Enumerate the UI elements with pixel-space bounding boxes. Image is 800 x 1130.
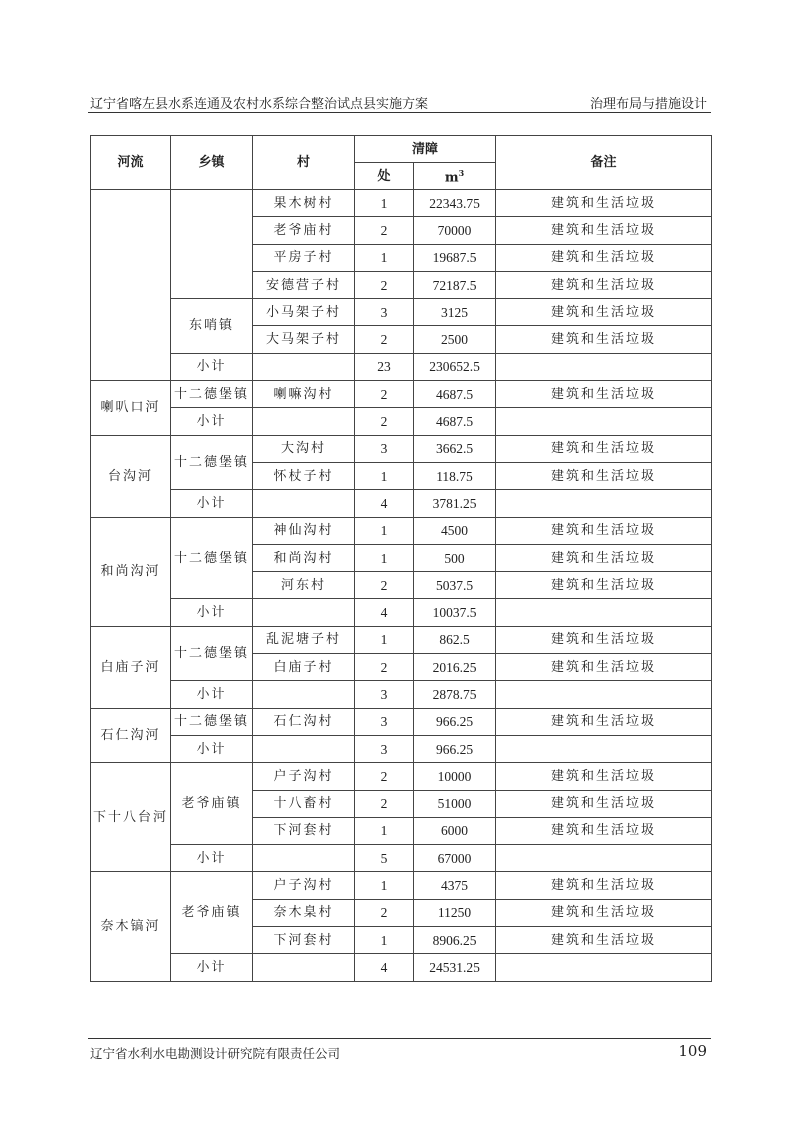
subtotal-label: 小计 [171, 845, 253, 872]
subtotal-count: 23 [355, 353, 414, 380]
note-cell: 建筑和生活垃圾 [496, 217, 712, 244]
table-row [91, 872, 712, 899]
volume-cell: 2500 [414, 326, 496, 353]
village-cell: 奈木臬村 [253, 899, 355, 926]
volume-cell: 3662.5 [414, 435, 496, 462]
village-cell: 喇嘛沟村 [253, 381, 355, 408]
subtotal-row [91, 408, 712, 435]
table-row [91, 763, 712, 790]
village-cell: 果木树村 [253, 190, 355, 217]
subtotal-row [91, 681, 712, 708]
count-cell: 2 [355, 654, 414, 681]
page-number: 109 [678, 1042, 707, 1060]
subtotal-village-blank [253, 408, 355, 435]
volume-cell: 72187.5 [414, 271, 496, 298]
note-cell: 建筑和生活垃圾 [496, 817, 712, 844]
volume-cell: 862.5 [414, 626, 496, 653]
subtotal-volume: 230652.5 [414, 353, 496, 380]
subtotal-note-blank [496, 845, 712, 872]
subtotal-row [91, 735, 712, 762]
village-cell: 安德营子村 [253, 271, 355, 298]
note-cell: 建筑和生活垃圾 [496, 190, 712, 217]
subtotal-count: 3 [355, 681, 414, 708]
subtotal-count: 5 [355, 845, 414, 872]
clearance-table [90, 135, 712, 982]
note-cell: 建筑和生活垃圾 [496, 790, 712, 817]
subtotal-row [91, 845, 712, 872]
town-cell: 老爷庙镇 [171, 872, 253, 954]
table-row [91, 626, 712, 653]
count-cell: 2 [355, 899, 414, 926]
count-cell: 1 [355, 817, 414, 844]
subtotal-row [91, 353, 712, 380]
count-cell: 1 [355, 462, 414, 489]
river-cell: 白庙子河 [91, 626, 171, 708]
village-cell: 石仁沟村 [253, 708, 355, 735]
village-cell: 户子沟村 [253, 763, 355, 790]
river-cell: 台沟河 [91, 435, 171, 517]
river-cell: 喇叭口河 [91, 381, 171, 436]
subtotal-count: 2 [355, 408, 414, 435]
count-cell: 1 [355, 626, 414, 653]
subtotal-label: 小计 [171, 681, 253, 708]
count-cell: 2 [355, 790, 414, 817]
subtotal-volume: 67000 [414, 845, 496, 872]
col-town: 乡镇 [171, 136, 253, 190]
note-cell: 建筑和生活垃圾 [496, 654, 712, 681]
footer-company: 辽宁省水利水电勘测设计研究院有限责任公司 [90, 1046, 341, 1061]
subtotal-count: 4 [355, 954, 414, 981]
village-cell: 怀杖子村 [253, 462, 355, 489]
subtotal-village-blank [253, 681, 355, 708]
village-cell: 乱泥塘子村 [253, 626, 355, 653]
col-note: 备注 [496, 136, 712, 190]
header-section: 治理布局与措施设计 [589, 97, 707, 112]
village-cell: 下河套村 [253, 817, 355, 844]
count-cell: 1 [355, 927, 414, 954]
village-cell: 白庙子村 [253, 654, 355, 681]
note-cell: 建筑和生活垃圾 [496, 872, 712, 899]
subtotal-village-blank [253, 490, 355, 517]
volume-unit: m [444, 170, 459, 186]
subtotal-volume: 10037.5 [414, 599, 496, 626]
note-cell: 建筑和生活垃圾 [496, 572, 712, 599]
count-cell: 2 [355, 271, 414, 298]
header-title: 辽宁省喀左县水系连通及农村水系综合整治试点县实施方案 [90, 97, 429, 112]
town-cell: 十二德堡镇 [171, 626, 253, 681]
river-cell: 石仁沟河 [91, 708, 171, 763]
note-cell: 建筑和生活垃圾 [496, 626, 712, 653]
subtotal-label: 小计 [171, 490, 253, 517]
volume-cell: 4375 [414, 872, 496, 899]
count-cell: 2 [355, 217, 414, 244]
count-cell: 3 [355, 708, 414, 735]
note-cell: 建筑和生活垃圾 [496, 544, 712, 571]
volume-cell: 8906.25 [414, 927, 496, 954]
count-cell: 3 [355, 435, 414, 462]
volume-cell: 500 [414, 544, 496, 571]
volume-cell: 19687.5 [414, 244, 496, 271]
volume-cell: 10000 [414, 763, 496, 790]
village-cell: 大沟村 [253, 435, 355, 462]
town-cell [171, 190, 253, 299]
note-cell: 建筑和生活垃圾 [496, 381, 712, 408]
town-cell: 十二德堡镇 [171, 517, 253, 599]
volume-cell: 966.25 [414, 708, 496, 735]
note-cell: 建筑和生活垃圾 [496, 517, 712, 544]
count-cell: 1 [355, 544, 414, 571]
subtotal-count: 3 [355, 735, 414, 762]
subtotal-count: 4 [355, 490, 414, 517]
village-cell: 户子沟村 [253, 872, 355, 899]
volume-cell: 5037.5 [414, 572, 496, 599]
subtotal-volume: 3781.25 [414, 490, 496, 517]
volume-cell: 4687.5 [414, 381, 496, 408]
river-cell: 下十八台河 [91, 763, 171, 872]
subtotal-village-blank [253, 954, 355, 981]
village-cell: 十八畜村 [253, 790, 355, 817]
town-cell: 十二德堡镇 [171, 435, 253, 490]
note-cell: 建筑和生活垃圾 [496, 708, 712, 735]
volume-cell: 4500 [414, 517, 496, 544]
subtotal-note-blank [496, 408, 712, 435]
volume-cell: 22343.75 [414, 190, 496, 217]
village-cell: 大马架子村 [253, 326, 355, 353]
river-cell: 奈木镐河 [91, 872, 171, 981]
subtotal-volume: 24531.25 [414, 954, 496, 981]
col-count: 处 [355, 163, 414, 190]
note-cell: 建筑和生活垃圾 [496, 462, 712, 489]
subtotal-label: 小计 [171, 954, 253, 981]
subtotal-label: 小计 [171, 735, 253, 762]
town-cell: 十二德堡镇 [171, 381, 253, 408]
col-village: 村 [253, 136, 355, 190]
subtotal-label: 小计 [171, 408, 253, 435]
volume-cell: 3125 [414, 299, 496, 326]
subtotal-count: 4 [355, 599, 414, 626]
town-cell: 十二德堡镇 [171, 708, 253, 735]
subtotal-note-blank [496, 681, 712, 708]
subtotal-volume: 4687.5 [414, 408, 496, 435]
volume-unit-sup: 3 [458, 168, 465, 179]
note-cell: 建筑和生活垃圾 [496, 435, 712, 462]
count-cell: 2 [355, 326, 414, 353]
note-cell: 建筑和生活垃圾 [496, 326, 712, 353]
village-cell: 老爷庙村 [253, 217, 355, 244]
subtotal-note-blank [496, 735, 712, 762]
village-cell: 平房子村 [253, 244, 355, 271]
subtotal-note-blank [496, 954, 712, 981]
town-cell: 东哨镇 [171, 299, 253, 354]
note-cell: 建筑和生活垃圾 [496, 927, 712, 954]
town-cell: 老爷庙镇 [171, 763, 253, 845]
subtotal-volume: 966.25 [414, 735, 496, 762]
note-cell: 建筑和生活垃圾 [496, 299, 712, 326]
col-volume [414, 163, 496, 190]
subtotal-village-blank [253, 599, 355, 626]
volume-cell: 51000 [414, 790, 496, 817]
col-river: 河流 [91, 136, 171, 190]
count-cell: 1 [355, 190, 414, 217]
count-cell: 1 [355, 244, 414, 271]
river-cell [91, 190, 171, 381]
subtotal-label: 小计 [171, 353, 253, 380]
note-cell: 建筑和生活垃圾 [496, 899, 712, 926]
village-cell: 神仙沟村 [253, 517, 355, 544]
note-cell: 建筑和生活垃圾 [496, 763, 712, 790]
village-cell: 和尚沟村 [253, 544, 355, 571]
count-cell: 1 [355, 872, 414, 899]
volume-cell: 70000 [414, 217, 496, 244]
header-row-1 [91, 136, 712, 163]
river-cell: 和尚沟河 [91, 517, 171, 626]
note-cell: 建筑和生活垃圾 [496, 271, 712, 298]
table-row [91, 708, 712, 735]
subtotal-row [91, 599, 712, 626]
volume-cell: 6000 [414, 817, 496, 844]
village-cell: 河东村 [253, 572, 355, 599]
subtotal-village-blank [253, 353, 355, 380]
subtotal-village-blank [253, 735, 355, 762]
table-row [91, 381, 712, 408]
subtotal-row [91, 954, 712, 981]
footer-rule [88, 1038, 711, 1039]
subtotal-label: 小计 [171, 599, 253, 626]
subtotal-note-blank [496, 353, 712, 380]
table-row [91, 435, 712, 462]
count-cell: 2 [355, 572, 414, 599]
subtotal-volume: 2878.75 [414, 681, 496, 708]
volume-cell: 11250 [414, 899, 496, 926]
table-row [91, 299, 712, 326]
subtotal-village-blank [253, 845, 355, 872]
count-cell: 1 [355, 517, 414, 544]
volume-cell: 2016.25 [414, 654, 496, 681]
table-row [91, 190, 712, 217]
table-body [91, 190, 712, 982]
header-rule [88, 112, 711, 113]
volume-cell: 118.75 [414, 462, 496, 489]
count-cell: 2 [355, 763, 414, 790]
count-cell: 2 [355, 381, 414, 408]
col-clear: 清障 [355, 136, 496, 163]
subtotal-note-blank [496, 599, 712, 626]
subtotal-note-blank [496, 490, 712, 517]
note-cell: 建筑和生活垃圾 [496, 244, 712, 271]
count-cell: 3 [355, 299, 414, 326]
subtotal-row [91, 490, 712, 517]
village-cell: 下河套村 [253, 927, 355, 954]
village-cell: 小马架子村 [253, 299, 355, 326]
table-row [91, 517, 712, 544]
